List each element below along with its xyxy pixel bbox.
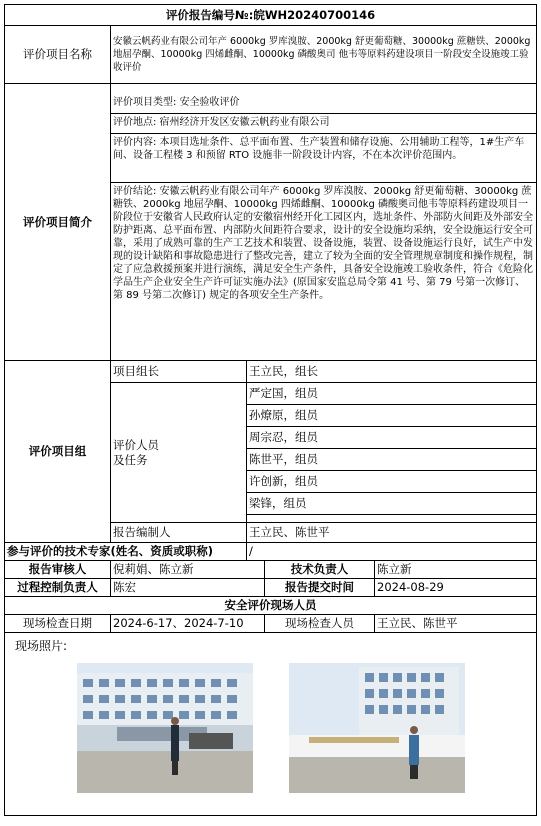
report-number: №:皖WH20240700146 (234, 7, 376, 22)
author-value: 王立民、陈世平 (247, 523, 537, 543)
tech-lead-label: 技术负责人 (265, 561, 375, 579)
evaluation-content: 评价内容: 本项目选址条件、总平面布置、生产装置和储存设施、公用辅助工程等，1#生产车间、设备工程楼 3 和预留 RTO 设施非一阶段设计内容，不在本次评价范围内。 (111, 133, 536, 182)
team-label: 评价项目组 (5, 361, 111, 543)
site-people-value: 王立民、陈世平 (375, 615, 537, 633)
project-name-label: 评价项目名称 (5, 26, 111, 84)
experts-value: / (247, 543, 537, 561)
member-6: 梁锋，组员 (247, 493, 537, 515)
author-label: 报告编制人 (111, 523, 247, 543)
member-2: 孙燎原，组员 (247, 405, 537, 427)
evaluation-type: 评价项目类型: 安全验收评价 (111, 94, 536, 114)
project-summary-label: 评价项目简介 (5, 84, 111, 361)
evaluation-report-sheet (4, 4, 536, 816)
member-5: 许创新，组员 (247, 471, 537, 493)
report-number-label: 评价报告编号 (165, 7, 235, 22)
site-people-label: 现场检查人员 (265, 615, 375, 633)
project-summary-cell (111, 84, 537, 361)
experts-label: 参与评价的技术专家(姓名、资质或职称) (5, 543, 247, 561)
reviewer-value: 倪莉娟、陈立新 (111, 561, 265, 579)
submit-time-label: 报告提交时间 (265, 579, 375, 597)
tech-lead-value: 陈立新 (375, 561, 537, 579)
member-spacer (247, 515, 537, 523)
submit-time-value: 2024-08-29 (375, 579, 537, 597)
leader-value: 王立民，组长 (247, 361, 537, 383)
member-4: 陈世平，组员 (247, 449, 537, 471)
member-1: 严定国，组员 (247, 383, 537, 405)
member-3: 周宗忍，组员 (247, 427, 537, 449)
site-photos-cell (5, 633, 537, 816)
members-label: 评价人员 及任务 (111, 383, 247, 523)
project-summary-subtable (111, 94, 536, 351)
report-table (4, 4, 537, 816)
site-date-label: 现场检查日期 (5, 615, 111, 633)
site-date-value: 2024-6-17、2024-7-10 (111, 615, 265, 633)
site-personnel-heading: 安全评价现场人员 (5, 597, 537, 615)
evaluation-location: 评价地点: 宿州经济开发区安徽云帆药业有限公司 (111, 113, 536, 133)
report-number-row (5, 5, 537, 26)
project-name-value: 安徽云帆药业有限公司年产 6000kg 罗库溴胺、2000kg 舒更葡萄糖、30000kg 蔗糖铁、2000kg 地屈孕酮、10000kg 四烯雌酮、10000kg 磷酸奥司 他韦等原料药建设项目一阶段安全设施竣工验收评价 (111, 26, 537, 84)
site-photo-2 (289, 663, 465, 793)
process-control-value: 陈宏 (111, 579, 265, 597)
site-photo-1 (77, 663, 253, 793)
evaluation-conclusion: 评价结论: 安徽云帆药业有限公司年产 6000kg 罗库溴胺、2000kg 舒更葡萄糖、30000kg 蔗糖铁、2000kg 地屈孕酮、10000kg 四烯雌酮、10000kg 磷酸奥司他韦等原料药建设项目一阶段位于安徽省人民政府认定的安徽宿州经开化工园区内，选址条件、外部防火间距及外部安全防护距离、总平面布置、内部防火间距符合要求，设计的安全设施均采纳，安全设施运行安全可靠，采用了成熟可靠的生产工艺技术和装置、设备设施，装置、设备设施运行良好，试生产中发现的设计缺陷和事故隐患进行了整改完善，建立了较为全面的安全管理规章制度和操作规程，制定了应急救援预案并进行演练，满足安全生产条件，具备安全设施竣工验收条件，符合《危险化学品生产企业安全生产许可证实施办法》(原国家安监总局令第 41 号、第 79 号第一次修订、第 89 号第二次修订) 规定的各项安全生产条件。 (113, 185, 533, 301)
reviewer-label: 报告审核人 (5, 561, 111, 579)
process-control-label: 过程控制负责人 (5, 579, 111, 597)
site-photos-label: 现场照片: (15, 639, 68, 653)
leader-label: 项目组长 (111, 361, 247, 383)
